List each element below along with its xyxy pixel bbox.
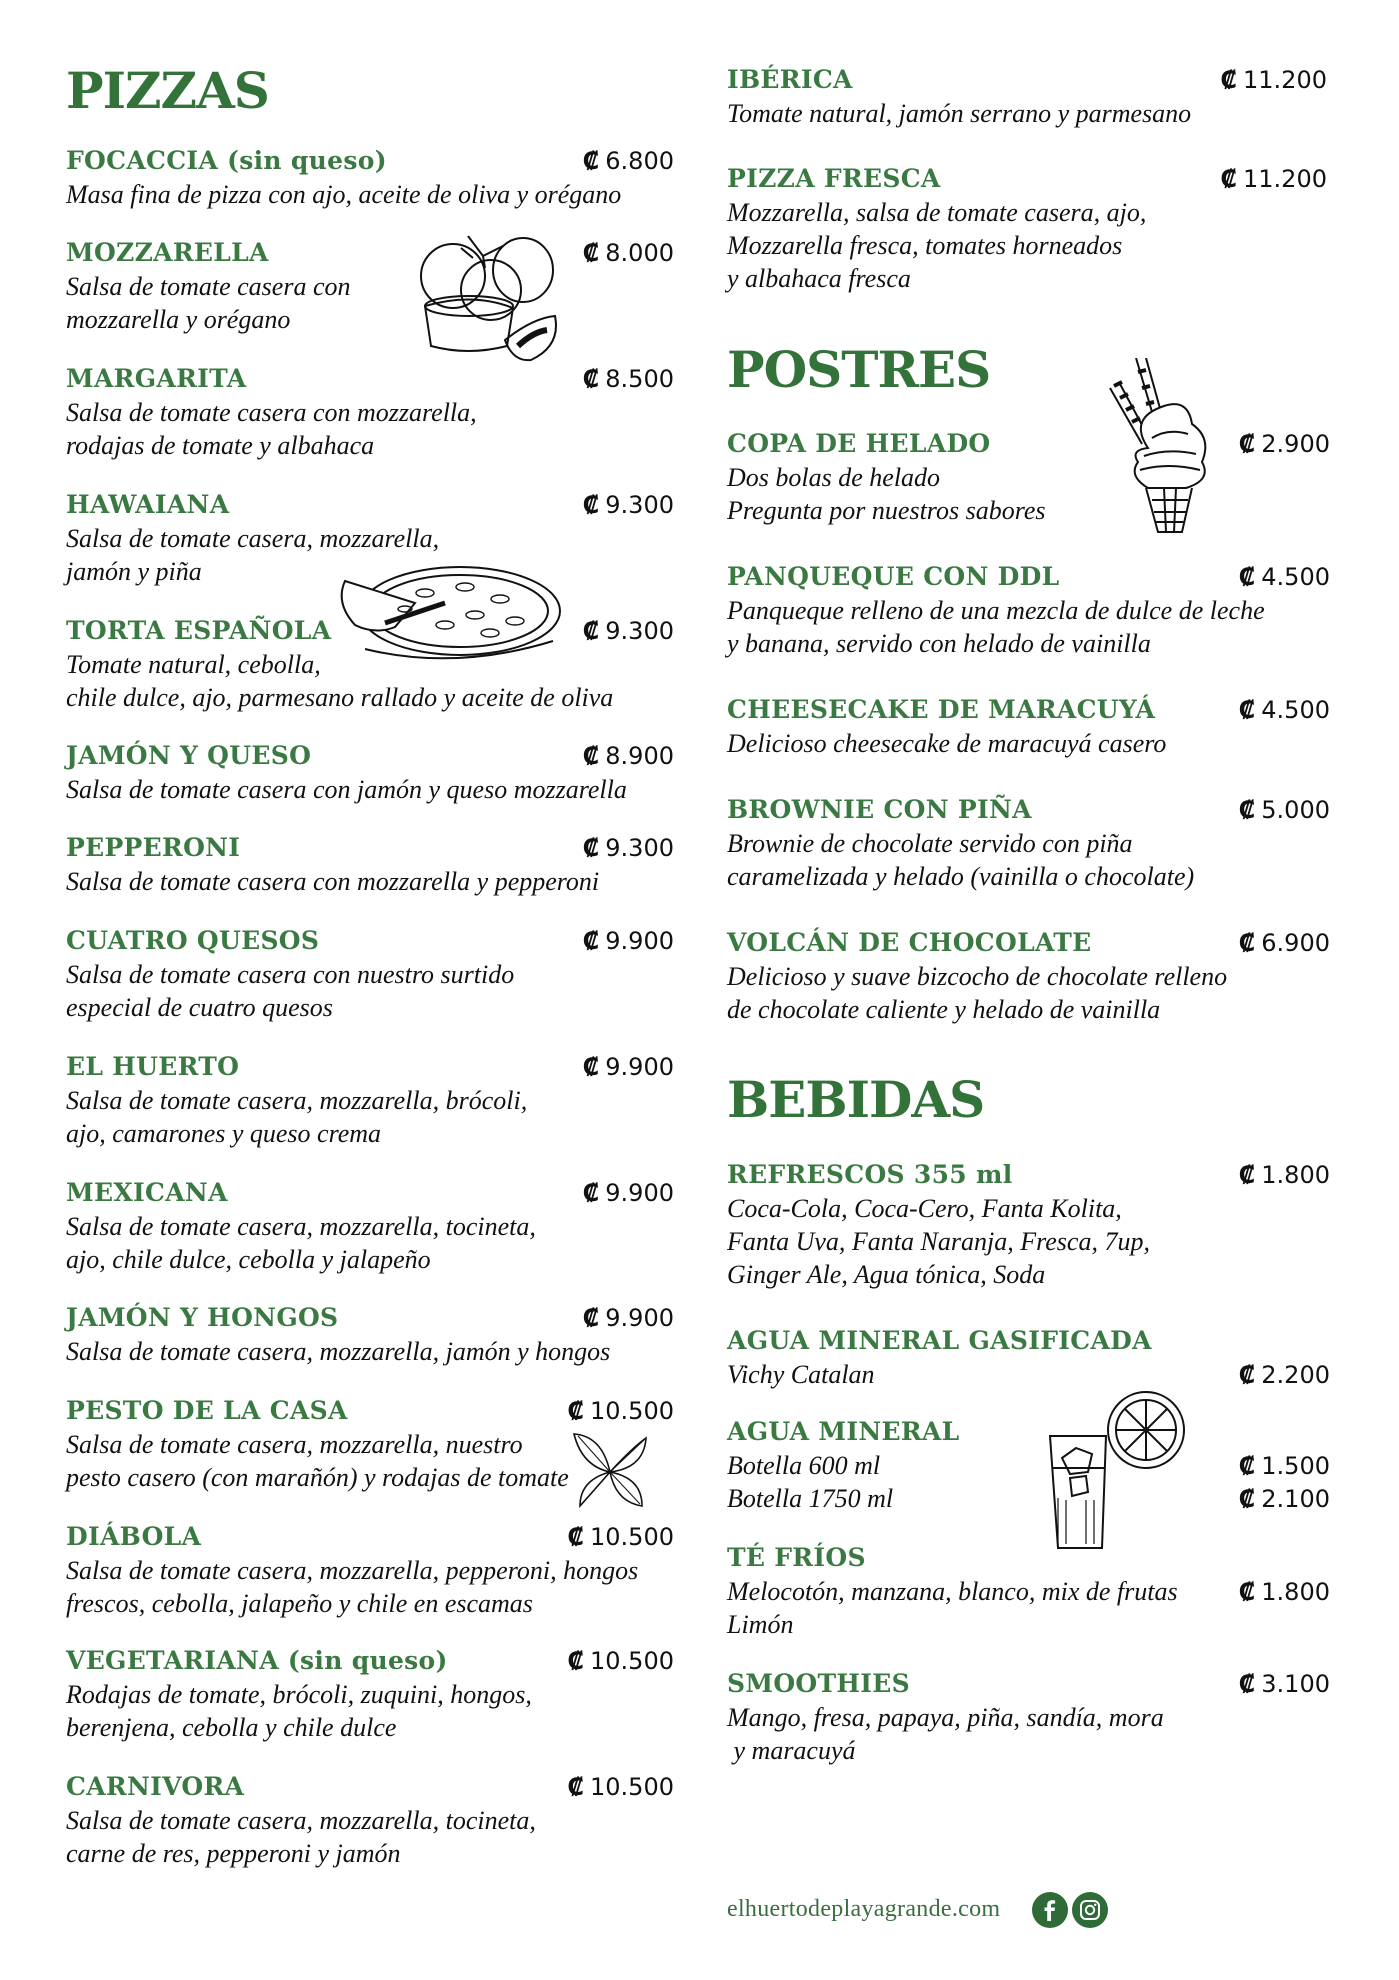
- item-name: TÉ FRÍOS: [727, 1543, 866, 1572]
- item-description: Salsa de tomate casera con nuestro surtido: [66, 960, 515, 989]
- drink-glass-illustration: [1046, 1388, 1188, 1558]
- item-name: IBÉRICA: [727, 65, 853, 94]
- website-link[interactable]: elhuertodeplayagrande.com: [727, 1896, 1001, 1922]
- item-price: ₡ 8.900: [582, 742, 674, 770]
- item-description: Salsa de tomate casera, mozzarella, jamón y hongos: [66, 1337, 611, 1366]
- menu-item: [727, 63, 1327, 130]
- item-name: TORTA ESPAÑOLA: [66, 616, 332, 645]
- item-description: Salsa de tomate casera con mozzarella y pepperoni: [66, 867, 600, 896]
- menu-item: [727, 162, 1327, 295]
- item-description: Tomate natural, jamón serrano y parmesano: [727, 99, 1192, 128]
- item-name: JAMÓN Y HONGOS: [66, 1303, 339, 1332]
- section-heading-bebidas: BEBIDAS: [727, 1070, 985, 1129]
- item-price: ₡ 10.500: [567, 1523, 674, 1551]
- item-name: MOZZARELLA: [66, 238, 269, 267]
- item-description: Salsa de tomate casera, mozzarella, nuestro: [66, 1430, 523, 1459]
- item-description: Pregunta por nuestros sabores: [727, 496, 1046, 525]
- item-description: Delicioso cheesecake de maracuyá casero: [727, 729, 1167, 758]
- item-price: ₡ 6.800: [582, 147, 674, 175]
- item-name: BROWNIE CON PIÑA: [727, 795, 1032, 824]
- item-description: y albahaca fresca: [727, 264, 911, 293]
- item-description: chile dulce, ajo, parmesano rallado y aceite de oliva: [66, 683, 614, 712]
- section-heading-pizzas: PIZZAS: [66, 61, 269, 120]
- item-name: PIZZA FRESCA: [727, 164, 941, 193]
- item-description: Rodajas de tomate, brócoli, zuquini, hongos,: [66, 1680, 532, 1709]
- item-price: ₡ 9.900: [582, 1304, 674, 1332]
- menu-item: [66, 739, 674, 806]
- menu-item: [727, 1667, 1330, 1767]
- facebook-button[interactable]: [1032, 1892, 1068, 1928]
- item-name: SMOOTHIES: [727, 1669, 911, 1698]
- pizza-illustration: [335, 563, 565, 669]
- item-price: ₡ 6.900: [1238, 929, 1330, 957]
- item-description: Mozzarella fresca, tomates horneados: [727, 231, 1123, 260]
- item-description: Brownie de chocolate servido con piña: [727, 829, 1133, 858]
- item-price: ₡ 4.500: [1238, 696, 1330, 724]
- item-description: Mango, fresa, papaya, piña, sandía, mora: [727, 1703, 1164, 1732]
- instagram-icon: [1079, 1899, 1101, 1921]
- item-price: ₡ 8.500: [582, 365, 674, 393]
- item-description: mozzarella y orégano: [66, 305, 291, 334]
- item-description: Vichy Catalan: [727, 1360, 875, 1389]
- item-price: ₡ 10.500: [567, 1773, 674, 1801]
- menu-item: [727, 926, 1330, 1026]
- item-description: especial de cuatro quesos: [66, 993, 333, 1022]
- menu-item: [727, 693, 1330, 760]
- item-price: ₡ 2.100: [1238, 1485, 1330, 1513]
- item-description: Salsa de tomate casera, mozzarella,: [66, 524, 440, 553]
- item-price: ₡ 11.200: [1220, 66, 1327, 94]
- item-description: Salsa de tomate casera, mozzarella, tocineta,: [66, 1212, 536, 1241]
- item-name: AGUA MINERAL: [727, 1417, 960, 1446]
- item-price: ₡ 9.300: [582, 617, 674, 645]
- item-name: CUATRO QUESOS: [66, 926, 320, 955]
- item-description: Dos bolas de helado: [727, 463, 941, 492]
- menu-item: [727, 1158, 1330, 1291]
- item-price: ₡ 2.200: [1238, 1361, 1330, 1389]
- item-description: de chocolate caliente y helado de vainilla: [727, 995, 1161, 1024]
- item-description: pesto casero (con marañón) y rodajas de tomate: [66, 1463, 569, 1492]
- item-price: ₡ 9.900: [582, 1179, 674, 1207]
- item-name: PANQUEQUE CON DDL: [727, 562, 1060, 591]
- item-description: Salsa de tomate casera, mozzarella, tocineta,: [66, 1806, 536, 1835]
- item-price: ₡ 8.000: [582, 239, 674, 267]
- item-description: berenjena, cebolla y chile dulce: [66, 1713, 397, 1742]
- item-description: Ginger Ale, Agua tónica, Soda: [727, 1260, 1046, 1289]
- item-description: Salsa de tomate casera, mozzarella, pepperoni, hongos: [66, 1556, 639, 1585]
- item-description: Mozzarella, salsa de tomate casera, ajo,: [727, 198, 1147, 227]
- item-description: y banana, servido con helado de vainilla: [727, 629, 1151, 658]
- item-price: ₡ 9.300: [582, 834, 674, 862]
- tomatoes-illustration: [413, 228, 563, 368]
- item-price: ₡ 11.200: [1220, 165, 1327, 193]
- item-description: Melocotón, manzana, blanco, mix de frutas: [727, 1577, 1178, 1606]
- instagram-button[interactable]: [1072, 1892, 1108, 1928]
- item-name: PESTO DE LA CASA: [66, 1396, 348, 1425]
- item-description: Salsa de tomate casera con jamón y queso mozzarella: [66, 775, 627, 804]
- item-description: Delicioso y suave bizcocho de chocolate relleno: [727, 962, 1228, 991]
- facebook-icon: [1040, 1899, 1060, 1921]
- menu-item: [66, 1520, 674, 1620]
- menu-item: [727, 427, 1330, 527]
- menu-item: [66, 1644, 674, 1744]
- item-description: ajo, chile dulce, cebolla y jalapeño: [66, 1245, 431, 1274]
- item-description: carne de res, pepperoni y jamón: [66, 1839, 401, 1868]
- item-description: Botella 600 ml: [727, 1451, 881, 1480]
- item-name: AGUA MINERAL GASIFICADA: [727, 1326, 1152, 1355]
- menu-item: [727, 1541, 1330, 1641]
- menu-item: [727, 1415, 1330, 1515]
- item-description: Tomate natural, cebolla,: [66, 650, 321, 679]
- basil-illustration: [572, 1428, 648, 1510]
- item-description: rodajas de tomate y albahaca: [66, 431, 375, 460]
- item-description: frescos, cebolla, jalapeño y chile en escamas: [66, 1589, 533, 1618]
- item-name: EL HUERTO: [66, 1052, 240, 1081]
- section-heading-postres: POSTRES: [727, 340, 991, 399]
- item-description: Limón: [727, 1610, 794, 1639]
- item-name: FOCACCIA (sin queso): [66, 146, 387, 175]
- item-price: ₡ 1.500: [1238, 1452, 1330, 1480]
- item-price: ₡ 10.500: [567, 1397, 674, 1425]
- item-price: ₡ 9.900: [582, 927, 674, 955]
- menu-item: [66, 1770, 674, 1870]
- item-description: ajo, camarones y queso crema: [66, 1119, 382, 1148]
- item-description: caramelizada y helado (vainilla o chocolate): [727, 862, 1195, 891]
- item-name: VEGETARIANA (sin queso): [66, 1646, 448, 1675]
- item-description: Salsa de tomate casera con mozzarella,: [66, 398, 477, 427]
- item-description: Panqueque relleno de una mezcla de dulce de leche: [727, 596, 1265, 625]
- item-price: ₡ 2.900: [1238, 430, 1330, 458]
- item-description: Masa fina de pizza con ajo, aceite de oliva y orégano: [66, 180, 622, 209]
- menu-item: [727, 793, 1330, 893]
- menu-item: [66, 1301, 674, 1368]
- item-name: JAMÓN Y QUESO: [66, 741, 312, 770]
- item-price: ₡ 3.100: [1238, 1670, 1330, 1698]
- menu-item: [66, 1050, 674, 1150]
- item-description: y maracuyá: [727, 1736, 856, 1765]
- item-name: MEXICANA: [66, 1178, 228, 1207]
- menu-item: [66, 144, 674, 211]
- item-price: ₡ 9.900: [582, 1053, 674, 1081]
- item-price: ₡ 10.500: [567, 1647, 674, 1675]
- item-description: Botella 1750 ml: [727, 1484, 894, 1513]
- item-name: CARNIVORA: [66, 1772, 245, 1801]
- item-price: ₡ 5.000: [1238, 796, 1330, 824]
- menu-item: [66, 1176, 674, 1276]
- item-description: Fanta Uva, Fanta Naranja, Fresca, 7up,: [727, 1227, 1150, 1256]
- item-name: VOLCÁN DE CHOCOLATE: [727, 928, 1092, 957]
- item-price: ₡ 9.300: [582, 491, 674, 519]
- item-name: REFRESCOS 355 ml: [727, 1160, 1013, 1189]
- menu-item: [727, 1324, 1330, 1391]
- item-name: CHEESECAKE DE MARACUYÁ: [727, 695, 1156, 724]
- menu-item: [66, 831, 674, 898]
- menu-item: [66, 924, 674, 1024]
- item-price: ₡ 4.500: [1238, 563, 1330, 591]
- item-description: Coca-Cola, Coca-Cero, Fanta Kolita,: [727, 1194, 1122, 1223]
- item-price: ₡ 1.800: [1238, 1578, 1330, 1606]
- item-description: Salsa de tomate casera, mozzarella, brócoli,: [66, 1086, 528, 1115]
- item-description: Salsa de tomate casera con: [66, 272, 351, 301]
- item-name: DIÁBOLA: [66, 1522, 202, 1551]
- menu-item: [66, 236, 674, 336]
- item-name: COPA DE HELADO: [727, 429, 991, 458]
- item-description: jamón y piña: [66, 557, 202, 586]
- item-name: MARGARITA: [66, 364, 247, 393]
- item-name: PEPPERONI: [66, 833, 241, 862]
- menu-item: [66, 362, 674, 462]
- item-name: HAWAIANA: [66, 490, 230, 519]
- item-price: ₡ 1.800: [1238, 1161, 1330, 1189]
- menu-item: [727, 560, 1330, 660]
